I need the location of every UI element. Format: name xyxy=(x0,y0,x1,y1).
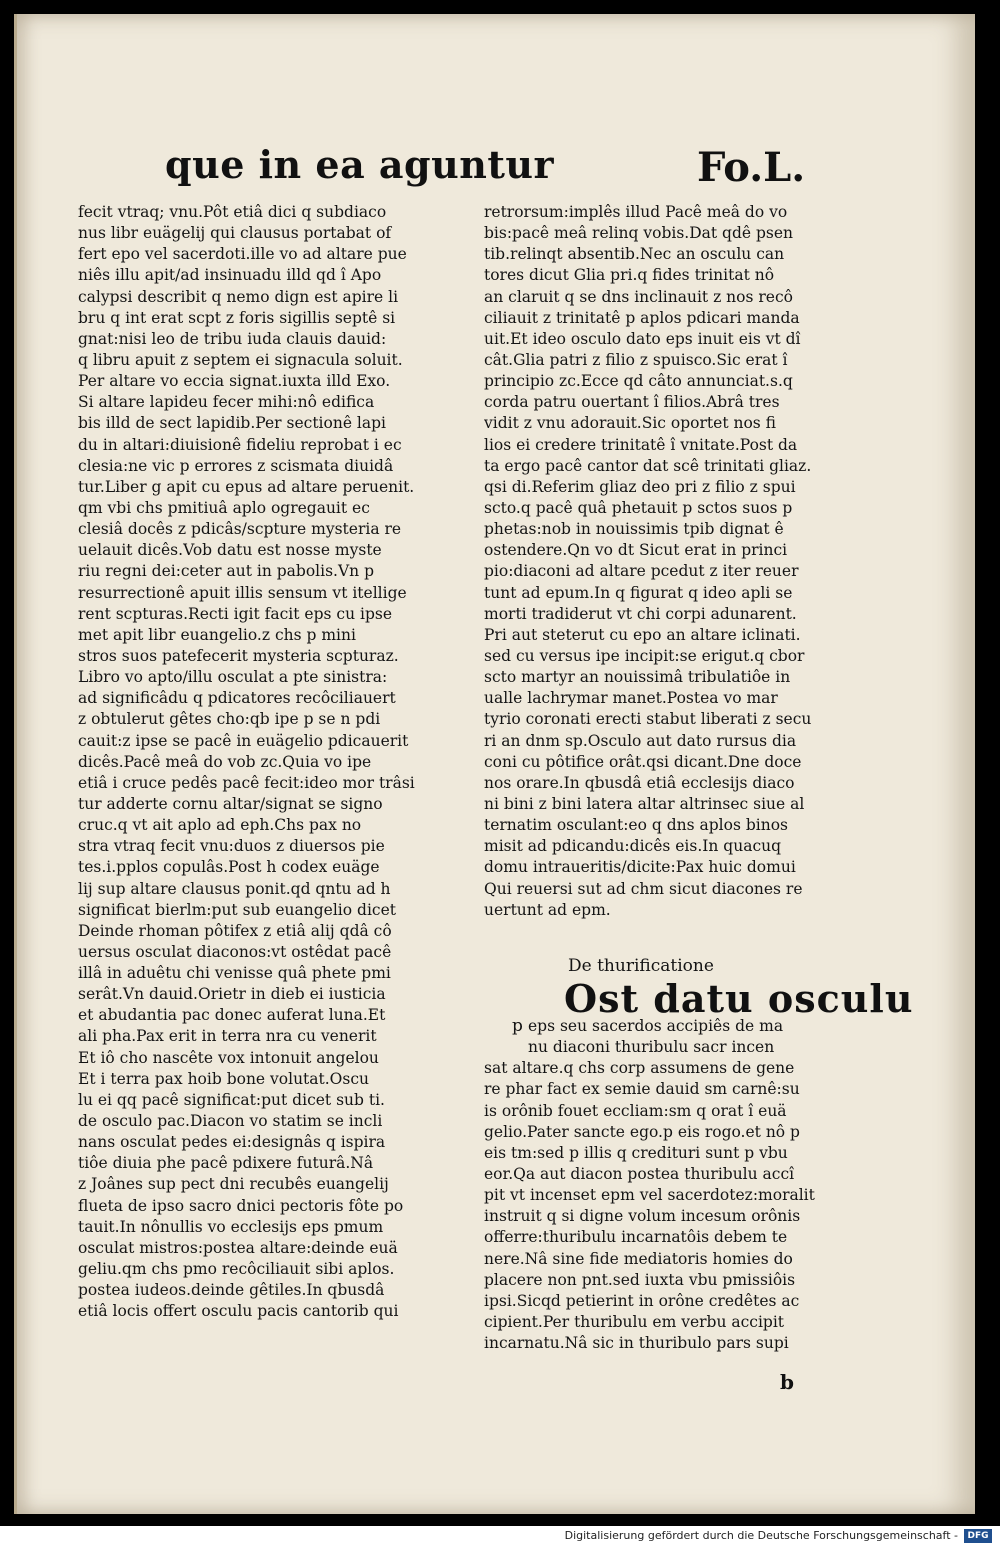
text-line: dicês.Pacê meâ do vob zc.Quia vo ipe xyxy=(78,752,372,771)
text-line: nans osculat pedes ei:designâs q ispira xyxy=(78,1133,386,1152)
text-line: phetas:nob in nouissimis tpib dignat ê xyxy=(484,520,784,539)
text-line: eps seu sacerdos accipiês de ma xyxy=(528,1017,784,1035)
text-line: stros suos patefecerit mysteria scpturaz. xyxy=(78,646,399,665)
text-line: nos orare.In qbusdâ etiâ ecclesijs diaco xyxy=(484,773,795,792)
text-line: postea iudeos.deinde gêtiles.In qbusdâ xyxy=(78,1281,385,1300)
text-line: resurrectionê apuit illis sensum vt itellige xyxy=(78,583,407,602)
text-line: cruc.q vt ait aplo ad eph.Chs pax no xyxy=(78,816,362,835)
text-line: retrorsum:implês illud Pacê meâ do vo xyxy=(484,203,788,221)
text-line: uit.Et ideo osculo dato eps inuit eis vt dî xyxy=(484,329,801,348)
text-line: cauit:z ipse se pacê in euägelio pdicauerit xyxy=(78,731,409,750)
text-line: fecit vtraq; vnu.Pôt etiâ dici q subdiaco xyxy=(78,203,387,221)
text-line: geliu.qm chs pmo recôciliauit sibi aplos. xyxy=(78,1260,395,1279)
folio-number: Fo.L. xyxy=(697,144,806,191)
text-line: illâ in aduêtu chi venisse quâ phete pmi xyxy=(78,964,391,983)
text-line: tunt ad epum.In q figurat q ideo apli se xyxy=(484,583,793,602)
text-line: nere.Nâ sine fide mediatoris homies do xyxy=(484,1249,793,1268)
text-line: Deinde rhoman pôtifex z etiâ alij qdâ cô xyxy=(78,921,392,940)
text-line: ipsi.Sicqd petierint in orône credêtes ac xyxy=(484,1291,800,1310)
text-line: ad significâdu q pdicatores recôciliauert xyxy=(78,689,396,708)
text-line: gelio.Pater sancte ego.p eis rogo.et nô p xyxy=(484,1122,800,1141)
text-line: bru q int erat scpt z foris sigillis septê si xyxy=(78,308,396,327)
text-line: serât.Vn dauid.Orietr in dieb ei iusticia xyxy=(78,985,386,1004)
text-line: z Joânes sup pect dni recubês euangelij xyxy=(78,1175,389,1194)
text-line: q libru apuit z septem ei signacula soluit. xyxy=(78,350,403,369)
text-line: coni cu pôtifice orât.qsi dicant.Dne doce xyxy=(484,752,802,771)
text-line: ali pha.Pax erit in terra nra cu venerit xyxy=(78,1027,377,1046)
text-line: tib.relinqt absentib.Nec an osculu can xyxy=(484,245,785,264)
text-line: clesia:ne vic p errores z scismata diuidâ xyxy=(78,456,394,475)
left-text-column xyxy=(78,202,464,1322)
text-line: tauit.In nônullis vo ecclesijs eps pmum xyxy=(78,1217,384,1236)
text-line: pit vt incenset epm vel sacerdotez:moralit xyxy=(484,1186,815,1205)
text-line: de osculo pac.Diacon vo statim se incli xyxy=(78,1112,383,1131)
text-line: scto.q pacê quâ phetauit p sctos suos p xyxy=(484,498,793,517)
text-line: lij sup altare clausus ponit.qd qntu ad h xyxy=(78,879,391,898)
text-line: z obtulerut gêtes cho:qb ipe p se n pdi xyxy=(78,710,381,729)
text-line: Et i terra pax hoib bone volutat.Oscu xyxy=(78,1069,370,1088)
right-text-column xyxy=(484,202,844,921)
text-line: met apit libr euangelio.z chs p mini xyxy=(78,625,356,644)
text-line: uelauit dicês.Vob datu est nosse myste xyxy=(78,541,382,560)
footer-credit: Digitalisierung gefördert durch die Deutsche Forschungsgemeinschaft - xyxy=(564,1529,958,1542)
text-line: eor.Qa aut diacon postea thuribulu accî xyxy=(484,1164,795,1183)
text-line: gnat:nisi leo de tribu iuda clauis dauid: xyxy=(78,329,387,348)
dfg-logo: DFG xyxy=(964,1529,992,1543)
text-line: Et iô cho nascête vox intonuit angelou xyxy=(78,1048,379,1067)
text-line: tur adderte cornu altar/signat se signo xyxy=(78,794,383,813)
text-line: an claruit q se dns inclinauit z nos recô xyxy=(484,287,793,306)
text-line: etiâ locis offert osculu pacis cantorib qui xyxy=(78,1302,399,1321)
text-line: nus libr euägelij qui clausus portabat of xyxy=(78,224,392,243)
running-title: que in ea aguntur xyxy=(165,142,555,187)
text-line: bis illd de sect lapidib.Per sectionê lapi xyxy=(78,414,387,433)
text-line: bis:pacê meâ relinq vobis.Dat qdê psen xyxy=(484,224,794,243)
text-line: ostendere.Qn vo dt Sicut erat in princi xyxy=(484,541,788,560)
text-line: is orônib fouet eccliam:sm q orat î euä xyxy=(484,1101,787,1120)
text-line: sat altare.q chs corp assumens de gene xyxy=(484,1059,795,1078)
text-line: significat bierlm:put sub euangelio dicet xyxy=(78,900,396,919)
text-line: riu regni dei:ceter aut in pabolis.Vn p xyxy=(78,562,374,581)
text-line: re phar fact ex semie dauid sm carnê:su xyxy=(484,1080,800,1099)
text-line: osculat mistros:postea altare:deinde euä xyxy=(78,1238,398,1257)
text-line: placere non pnt.sed iuxta vbu pmissiôis xyxy=(484,1270,796,1289)
text-line: fert epo vel sacerdoti.ille vo ad altare pue xyxy=(78,245,407,264)
text-line: tes.i.pplos copulâs.Post h codex euäge xyxy=(78,858,380,877)
text-line: etiâ i cruce pedês pacê fecit:ideo mor trâsi xyxy=(78,773,415,792)
text-line: rent scpturas.Recti igit facit eps cu ipse xyxy=(78,604,392,623)
text-line: lios ei credere trinitatê î vnitate.Post da xyxy=(484,435,798,454)
text-line: vidit z vnu adorauit.Sic oportet nos fi xyxy=(484,414,777,433)
text-line: ri an dnm sp.Osculo aut dato rursus dia xyxy=(484,731,797,750)
text-line: Per altare vo eccia signat.iuxta illd Exo. xyxy=(78,372,391,391)
text-line: ta ergo pacê cantor dat scê trinitati gliaz. xyxy=(484,456,812,475)
text-line: qsi di.Referim gliaz deo pri z filio z spui xyxy=(484,477,796,496)
text-line: pio:diaconi ad altare pcedut z iter reuer xyxy=(484,562,799,581)
text-line: uersus osculat diaconos:vt ostêdat pacê xyxy=(78,942,392,961)
text-line: sed cu versus ipe incipit:se erigut.q cbor xyxy=(484,646,805,665)
section-heading: De thurificatione xyxy=(568,956,714,976)
text-line: Pri aut steterut cu epo an altare iclinati. xyxy=(484,625,801,644)
text-line: instruit q si digne volum incesum orônis xyxy=(484,1207,801,1226)
text-line: uertunt ad epm. xyxy=(484,900,611,919)
footer-bar xyxy=(0,1526,1000,1547)
text-line: corda patru ouertant î filios.Abrâ tres xyxy=(484,393,780,412)
text-line: lu ei qq pacê significat:put dicet sub ti. xyxy=(78,1090,385,1109)
text-line: tur.Liber g apit cu epus ad altare peruenit. xyxy=(78,477,415,496)
text-line: qm vbi chs pmitiuâ aplo ogregauit ec xyxy=(78,498,370,517)
text-line: cipient.Per thuribulu em verbu accipit xyxy=(484,1312,785,1331)
text-line: ni bini z bini latera altar altrinsec siue al xyxy=(484,794,805,813)
text-line: ualle lachrymar manet.Postea vo mar xyxy=(484,689,778,708)
text-line: incarnatu.Nâ sic in thuribulo pars supi xyxy=(484,1334,789,1353)
text-line: Si altare lapideu fecer mihi:nô edifica xyxy=(78,393,375,412)
text-line: calypsi describit q nemo dign est apire li xyxy=(78,287,399,306)
text-line: et abudantia pac donec auferat luna.Et xyxy=(78,1006,386,1025)
text-line: du in altari:diuisionê fideliu reprobat i ec xyxy=(78,435,402,454)
text-line: domu intraueritis/dicite:Pax huic domui xyxy=(484,858,796,877)
section-incipit: Ost datu osculu xyxy=(564,976,914,1021)
text-line: ciliauit z trinitatê p aplos pdicari manda xyxy=(484,308,800,327)
text-line: misit ad pdicandu:dicês eis.In quacuq xyxy=(484,837,782,856)
text-line: tyrio coronati erecti stabut liberati z secu xyxy=(484,710,812,729)
text-line: Qui reuersi sut ad chm sicut diacones re xyxy=(484,879,803,898)
text-line: ternatim osculant:eo q dns aplos binos xyxy=(484,816,788,835)
text-line: scto martyr an nouissimâ tribulatiôe in xyxy=(484,668,791,687)
text-line: cât.Glia patri z filio z spuisco.Sic erat î xyxy=(484,350,788,369)
text-line: stra vtraq fecit vnu:duos z diuersos pie xyxy=(78,837,385,856)
text-line: nu diaconi thuribulu sacr incen xyxy=(528,1038,775,1057)
signature-mark: b xyxy=(780,1370,794,1394)
text-line: offerre:thuribulu incarnatôis debem te xyxy=(484,1228,788,1247)
text-line: clesiâ docês z pdicâs/scpture mysteria re xyxy=(78,520,402,539)
text-line: principio zc.Ecce qd câto annunciat.s.q xyxy=(484,372,793,391)
text-line: tiôe diuia phe pacê pdixere futurâ.Nâ xyxy=(78,1154,374,1173)
guide-letter: p xyxy=(512,1016,523,1036)
text-line: flueta de ipso sacro dnici pectoris fôte po xyxy=(78,1196,404,1215)
text-line: eis tm:sed p illis q credituri sunt p vbu xyxy=(484,1143,788,1162)
text-line: Libro vo apto/illu osculat a pte sinistra: xyxy=(78,668,388,687)
text-line: niês illu apit/ad insinuadu illd qd î Apo xyxy=(78,266,382,285)
right-text-column-continued xyxy=(484,1016,844,1354)
text-line: morti tradiderut vt chi corpi adunarent. xyxy=(484,604,797,623)
text-line: tores dicut Glia pri.q fides trinitat nô xyxy=(484,266,775,285)
